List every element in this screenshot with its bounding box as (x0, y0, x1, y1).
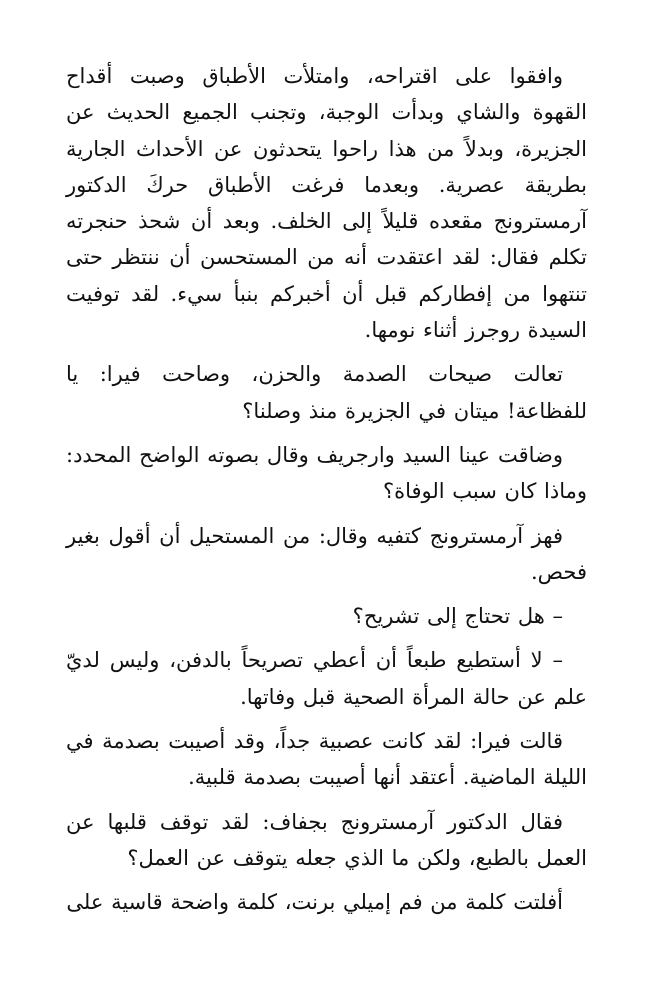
paragraph-armstrong-shrug: فهز آرمسترونج كتفيه وقال: من المستحيل أن أقول بغير فحص. (66, 523, 587, 584)
paragraph-breakfast: وافقوا على اقتراحه، وامتلأت الأطباق وصبت أقداح القهوة والشاي وبدأت الوجبة، وتجنب الجميع الحديث عن الجزيرة، وبدلاً من هذا راحوا يتحدثون عن الأحداث الجارية بطريقة عصرية. وبعدما فرغت الأطباق حركَ الدكتور آرمسترونج مقعده قليلاً إلى الخلف. وبعد أن شحذ حنجرته تكلم فقال: لقد اعتقدت أنه من المستحسن أن ننتظر حتى تنتهوا من إفطاركم قبل أن أخبركم بنبأ سيء. لقد توفيت السيدة روجرز أثناء نومها. (66, 64, 587, 343)
paragraph-autopsy-question: – هل تحتاج إلى تشريح؟ (352, 604, 563, 629)
paragraph-shock: تعالت صيحات الصدمة والحزن، وصاحت فيرا: يا للفظاعة! ميتان في الجزيرة منذ وصلنا؟ (66, 362, 587, 423)
paragraph-armstrong-dry: فقال الدكتور آرمسترونج بجفاف: لقد توقف قلبها عن العمل بالطبع، ولكن ما الذي جعله يتوقف عن العمل؟ (66, 809, 587, 870)
paragraph-emily-brent: أفلتت كلمة من فم إميلي برنت، كلمة واضحة قاسية على (66, 890, 563, 915)
paragraph-burial-permit: – لا أستطيع طبعاً أن أعطي تصريحاً بالدفن، وليس لديّ علم عن حالة المرأة الصحية قبل وفاتها. (66, 648, 587, 709)
paragraph-wargrave-question: وضاقت عينا السيد وارجريف وقال بصوته الواضح المحدد: وماذا كان سبب الوفاة؟ (66, 442, 587, 504)
paragraph-vera-heart: قالت فيرا: لقد كانت عصبية جداً، وقد أصيبت بصدمة في الليلة الماضية. أعتقد أنها أصيبت بصدمة قلبية. (66, 729, 587, 790)
